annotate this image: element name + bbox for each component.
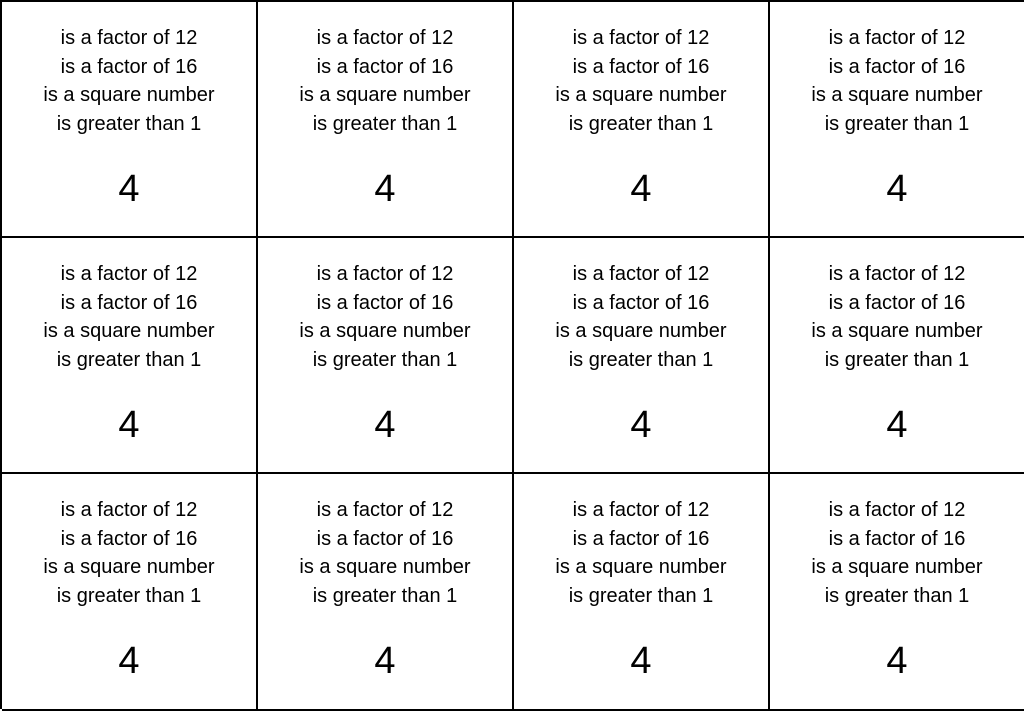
clue-factor-16: is a factor of 16 bbox=[572, 291, 710, 314]
clue-factor-16: is a factor of 16 bbox=[828, 55, 966, 78]
clue-square-number: is a square number bbox=[811, 556, 983, 578]
clue-square-number: is a square number bbox=[555, 556, 727, 578]
clue-list bbox=[2, 24, 256, 138]
clue-factor-12: is a factor of 12 bbox=[60, 27, 198, 49]
clue-factor-16: is a factor of 16 bbox=[60, 291, 198, 314]
clue-greater-than-1: is greater than 1 bbox=[824, 348, 970, 371]
card bbox=[514, 474, 770, 711]
card bbox=[514, 2, 770, 238]
card-answer: 4 bbox=[630, 168, 652, 210]
card-answer: 4 bbox=[374, 640, 396, 682]
card-answer: 4 bbox=[118, 168, 140, 210]
clue-list bbox=[770, 496, 1024, 610]
card bbox=[514, 238, 770, 474]
card bbox=[2, 474, 258, 711]
clue-greater-than-1: is greater than 1 bbox=[312, 348, 458, 371]
clue-factor-16: is a factor of 16 bbox=[316, 55, 454, 78]
card bbox=[2, 2, 258, 238]
clue-square-number: is a square number bbox=[299, 320, 471, 342]
card bbox=[258, 238, 514, 474]
card-answer: 4 bbox=[118, 640, 140, 682]
clue-square-number: is a square number bbox=[811, 84, 983, 106]
clue-factor-16: is a factor of 16 bbox=[316, 527, 454, 550]
card-answer: 4 bbox=[886, 168, 908, 210]
card-answer: 4 bbox=[886, 640, 908, 682]
clue-factor-12: is a factor of 12 bbox=[572, 263, 710, 285]
clue-list bbox=[258, 24, 512, 138]
clue-factor-12: is a factor of 12 bbox=[828, 27, 966, 49]
clue-square-number: is a square number bbox=[43, 556, 215, 578]
clue-factor-16: is a factor of 16 bbox=[572, 55, 710, 78]
card-answer: 4 bbox=[630, 404, 652, 446]
clue-square-number: is a square number bbox=[299, 556, 471, 578]
clue-factor-12: is a factor of 12 bbox=[572, 27, 710, 49]
clue-greater-than-1: is greater than 1 bbox=[312, 112, 458, 135]
card bbox=[770, 2, 1024, 238]
card-answer: 4 bbox=[374, 168, 396, 210]
clue-greater-than-1: is greater than 1 bbox=[56, 112, 202, 135]
clue-factor-12: is a factor of 12 bbox=[828, 263, 966, 285]
clue-factor-16: is a factor of 16 bbox=[60, 55, 198, 78]
card-answer: 4 bbox=[630, 640, 652, 682]
clue-greater-than-1: is greater than 1 bbox=[568, 348, 714, 371]
clue-list bbox=[258, 260, 512, 374]
card-answer: 4 bbox=[886, 404, 908, 446]
clue-factor-12: is a factor of 12 bbox=[316, 27, 454, 49]
card-answer: 4 bbox=[118, 404, 140, 446]
card bbox=[258, 474, 514, 711]
clue-list bbox=[514, 496, 768, 610]
clue-greater-than-1: is greater than 1 bbox=[312, 584, 458, 607]
clue-greater-than-1: is greater than 1 bbox=[56, 584, 202, 607]
clue-square-number: is a square number bbox=[555, 320, 727, 342]
clue-factor-12: is a factor of 12 bbox=[316, 263, 454, 285]
clue-list bbox=[770, 24, 1024, 138]
clue-factor-16: is a factor of 16 bbox=[316, 291, 454, 314]
clue-factor-12: is a factor of 12 bbox=[316, 499, 454, 521]
clue-greater-than-1: is greater than 1 bbox=[824, 112, 970, 135]
card bbox=[770, 238, 1024, 474]
clue-list bbox=[770, 260, 1024, 374]
clue-square-number: is a square number bbox=[43, 84, 215, 106]
clue-greater-than-1: is greater than 1 bbox=[824, 584, 970, 607]
clue-list bbox=[2, 496, 256, 610]
clue-square-number: is a square number bbox=[43, 320, 215, 342]
clue-greater-than-1: is greater than 1 bbox=[568, 112, 714, 135]
clue-factor-16: is a factor of 16 bbox=[572, 527, 710, 550]
clue-factor-12: is a factor of 12 bbox=[572, 499, 710, 521]
clue-factor-16: is a factor of 16 bbox=[828, 527, 966, 550]
card bbox=[770, 474, 1024, 711]
clue-factor-12: is a factor of 12 bbox=[828, 499, 966, 521]
clue-greater-than-1: is greater than 1 bbox=[568, 584, 714, 607]
clue-factor-16: is a factor of 16 bbox=[828, 291, 966, 314]
clue-square-number: is a square number bbox=[811, 320, 983, 342]
clue-factor-12: is a factor of 12 bbox=[60, 263, 198, 285]
clue-list bbox=[514, 24, 768, 138]
clue-factor-16: is a factor of 16 bbox=[60, 527, 198, 550]
clue-list bbox=[258, 496, 512, 610]
clue-list bbox=[514, 260, 768, 374]
clue-list bbox=[2, 260, 256, 374]
card bbox=[2, 238, 258, 474]
card bbox=[258, 2, 514, 238]
card-answer: 4 bbox=[374, 404, 396, 446]
clue-greater-than-1: is greater than 1 bbox=[56, 348, 202, 371]
clue-square-number: is a square number bbox=[299, 84, 471, 106]
clue-factor-12: is a factor of 12 bbox=[60, 499, 198, 521]
clue-square-number: is a square number bbox=[555, 84, 727, 106]
